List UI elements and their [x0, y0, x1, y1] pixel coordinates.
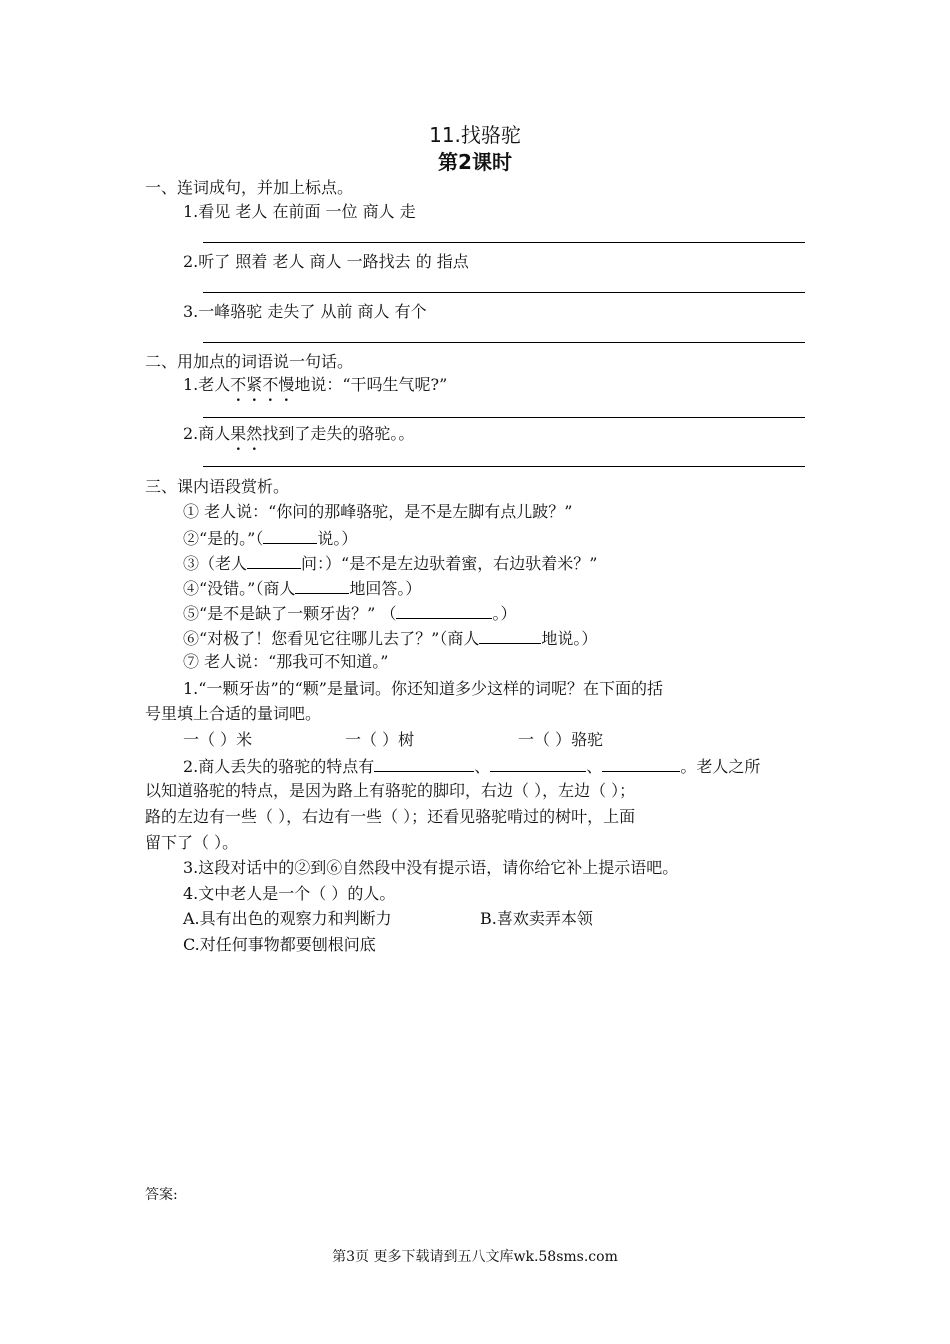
section-3-heading: 三、课内语段赏析。	[145, 477, 290, 496]
s2-q1-prefix: 1.老人	[183, 375, 231, 394]
s1-question-3: 3.一峰骆驼 走失了 从前 商人 有个	[183, 302, 427, 321]
fill-blank[interactable]	[602, 754, 680, 772]
fill-blank[interactable]	[396, 601, 492, 619]
fill-blank[interactable]	[263, 526, 317, 544]
passage-line-7: ⑦ 老人说：“那我可不知道。”	[183, 652, 389, 671]
passage-text: ⑤“是不是缺了一颗牙齿？” （	[183, 604, 397, 623]
passage-text: 说。）	[317, 529, 358, 548]
s3-question-4: 4.文中老人是一个（ ）的人。	[183, 884, 396, 903]
s3-question-2	[183, 754, 760, 778]
choice-b[interactable]: B.喜欢卖弄本领	[480, 909, 593, 928]
s1-question-1: 1.看见 老人 在前面 一位 商人 走	[183, 202, 416, 221]
answer-line	[203, 292, 805, 293]
page-footer: 第3页 更多下载请到五八文库wk.58sms.com	[332, 1249, 618, 1265]
s2-q2-suffix: 找到了走失的骆驼。。	[262, 424, 415, 443]
answer-line	[203, 466, 805, 467]
passage-line-4	[183, 576, 421, 600]
s2-question-2	[183, 423, 414, 445]
section-1-heading: 一、连词成句，并加上标点。	[145, 178, 354, 197]
fill-blank[interactable]	[247, 551, 301, 569]
s2-question-1	[183, 374, 447, 396]
s3-question-3: 3.这段对话中的②到⑥自然段中没有提示语，请你给它补上提示语吧。	[183, 858, 679, 877]
question-text: 、	[474, 757, 491, 776]
s3-question-2-line-4: 留下了（ ）。	[145, 833, 239, 852]
passage-text: ②“是的。”（	[183, 529, 264, 548]
passage-text: 问：）“是不是左边驮着蜜，右边驮着米？”	[301, 554, 598, 573]
dotted-char: 不	[230, 375, 247, 394]
passage-text: ⑥“对极了！您看见它往哪儿去了？”（商人	[183, 629, 480, 648]
passage-text: ④“没错。”（商人	[183, 579, 296, 598]
s3-question-1: 1.“一颗牙齿”的“颗”是量词。你还知道多少这样的词呢？在下面的括	[183, 679, 663, 698]
section-2-heading: 二、用加点的词语说一句话。	[145, 352, 354, 371]
dotted-char: 果	[230, 424, 247, 443]
measure-word-fill-1[interactable]: 一（ ）米	[183, 730, 253, 749]
question-text: 、	[586, 757, 603, 776]
passage-line-5	[183, 601, 516, 625]
fill-blank[interactable]	[490, 754, 586, 772]
dotted-char: 然	[246, 424, 263, 443]
question-text: 。老人之所	[680, 757, 761, 776]
question-text: 2.商人丢失的骆驼的特点有	[183, 757, 375, 776]
measure-word-fill-2[interactable]: 一（ ）树	[345, 730, 415, 749]
dotted-char: 不	[262, 375, 279, 394]
passage-text: 。）	[492, 604, 517, 623]
passage-line-6	[183, 626, 597, 650]
measure-word-fill-3[interactable]: 一（ ）骆驼	[518, 730, 604, 749]
fill-blank[interactable]	[479, 626, 541, 644]
lesson-title: 11.找骆驼	[429, 123, 521, 147]
passage-text: 地说。）	[541, 629, 598, 648]
passage-text: 地回答。）	[349, 579, 422, 598]
passage-line-3	[183, 551, 597, 575]
fill-blank[interactable]	[374, 754, 474, 772]
passage-text: ③（老人	[183, 554, 248, 573]
s3-question-1-cont: 号里填上合适的量词吧。	[145, 704, 322, 723]
s3-question-2-line-2: 以知道骆驼的特点，是因为路上有骆驼的脚印，右边（ ），左边（ ）；	[145, 781, 636, 800]
passage-line-2	[183, 526, 357, 550]
s2-q1-suffix: 地说：“干吗生气呢?”	[294, 375, 448, 394]
choice-a[interactable]: A.具有出色的观察力和判断力	[183, 909, 392, 928]
choice-c[interactable]: C.对任何事物都要刨根问底	[183, 935, 376, 954]
answer-line	[203, 342, 805, 343]
fill-blank[interactable]	[295, 576, 349, 594]
lesson-subtitle: 第2课时	[438, 150, 512, 174]
s2-q2-prefix: 2.商人	[183, 424, 231, 443]
answer-label: 答案:	[145, 1187, 178, 1203]
dotted-char: 紧	[246, 375, 263, 394]
answer-line	[203, 417, 805, 418]
dotted-char: 慢	[278, 375, 295, 394]
passage-line-1: ① 老人说：“你问的那峰骆驼，是不是左脚有点儿跛？”	[183, 502, 573, 521]
s3-question-2-line-3: 路的左边有一些（ ），右边有一些（ ）；还看见骆驼啃过的树叶，上面	[145, 807, 636, 826]
answer-line	[203, 242, 805, 243]
s1-question-2: 2.听了 照着 老人 商人 一路找去 的 指点	[183, 252, 469, 271]
